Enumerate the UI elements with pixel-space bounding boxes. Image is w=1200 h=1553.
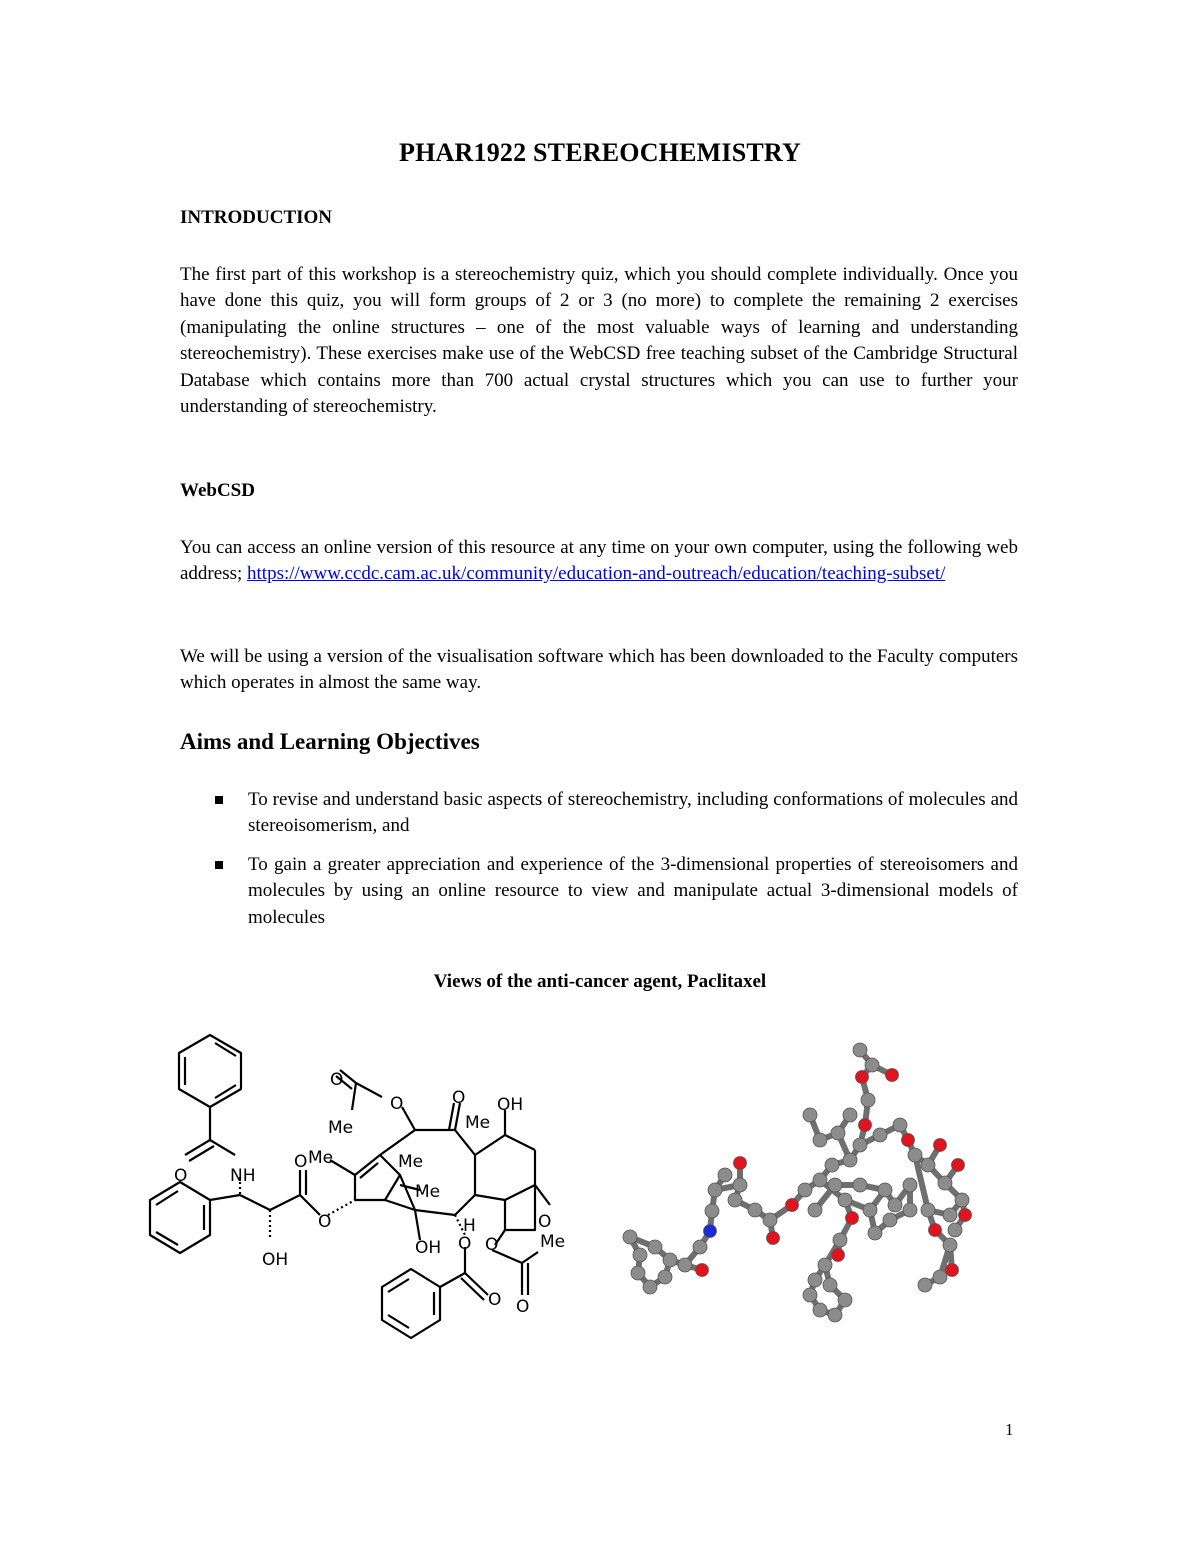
oxygen-atom <box>832 1249 845 1262</box>
structure-label: H <box>463 1216 476 1236</box>
carbon-atom <box>813 1133 827 1147</box>
carbon-atom <box>831 1126 845 1140</box>
structure-label: O <box>488 1290 502 1310</box>
carbon-atom <box>868 1226 882 1240</box>
carbon-atom <box>798 1183 812 1197</box>
carbon-atom <box>853 1043 867 1057</box>
carbon-atom <box>943 1208 957 1222</box>
introduction-heading: INTRODUCTION <box>180 207 333 228</box>
list-item <box>180 852 1018 931</box>
carbon-atom <box>948 1223 962 1237</box>
carbon-atom <box>843 1153 857 1167</box>
list-item <box>180 787 1018 840</box>
structure-label: Me <box>398 1152 424 1172</box>
carbon-atom <box>658 1270 672 1284</box>
software-paragraph: We will be using a version of the visualisation software which has been downloaded to the Faculty computers which operates in almost the same way. <box>180 646 1018 694</box>
structure-label: O <box>318 1212 332 1232</box>
oxygen-atom <box>946 1264 959 1277</box>
carbon-atom <box>883 1213 897 1227</box>
webcsd-text: You can access an online version of this resource at any time on your own computer, using the following web address; <box>180 537 1018 585</box>
structure-label: O <box>330 1070 344 1090</box>
carbon-atom <box>908 1148 922 1162</box>
structure-label: O <box>174 1166 188 1186</box>
objectives-list <box>180 787 1018 943</box>
structure-label: O <box>390 1094 404 1114</box>
webcsd-heading: WebCSD <box>180 480 255 501</box>
carbon-atom <box>643 1280 657 1294</box>
carbon-atom <box>818 1258 832 1272</box>
structure-label: Me <box>308 1148 334 1168</box>
oxygen-atom <box>886 1069 899 1082</box>
oxygen-atom <box>786 1199 799 1212</box>
carbon-atom <box>873 1128 887 1142</box>
structure-label: O <box>516 1297 530 1317</box>
carbon-atom <box>708 1183 722 1197</box>
oxygen-atom <box>767 1232 780 1245</box>
carbon-atom <box>853 1178 867 1192</box>
structure-label: O <box>452 1088 466 1108</box>
carbon-atom <box>833 1233 847 1247</box>
bullet-icon <box>215 796 223 804</box>
carbon-atom <box>828 1178 842 1192</box>
carbon-atom <box>843 1108 857 1122</box>
structure-label: NH <box>230 1166 256 1186</box>
carbon-atom <box>728 1193 742 1207</box>
carbon-atom <box>748 1203 762 1217</box>
carbon-atom <box>955 1193 969 1207</box>
carbon-atom <box>888 1198 902 1212</box>
carbon-atom <box>825 1158 839 1172</box>
carbon-atom <box>693 1240 707 1254</box>
carbon-atom <box>648 1240 662 1254</box>
document-title: PHAR1922 STEREOCHEMISTRY <box>399 138 801 167</box>
carbon-atom <box>861 1093 875 1107</box>
carbon-atom <box>943 1238 957 1252</box>
webcsd-link[interactable]: https://www.ccdc.cam.ac.uk/community/education-and-outreach/education/teaching-subset/ <box>247 563 946 585</box>
objective-text: To gain a greater appreciation and experience of the 3-dimensional properties of stereoisomers and molecules by using an online resource to view and manipulate actual 3-dimensional models of molecules <box>248 853 1018 928</box>
objective-text: To revise and understand basic aspects of stereochemistry, including conformations of molecules and stereoisomerism, and <box>248 789 1018 837</box>
carbon-atom <box>903 1178 917 1192</box>
carbon-atom <box>808 1273 822 1287</box>
carbon-atom <box>838 1293 852 1307</box>
oxygen-atom <box>959 1209 972 1222</box>
structure-label: O <box>485 1235 499 1255</box>
carbon-atom <box>828 1308 842 1322</box>
carbon-atom <box>863 1203 877 1217</box>
carbon-atom <box>903 1203 917 1217</box>
carbon-atom <box>813 1173 827 1187</box>
aims-heading: Aims and Learning Objectives <box>180 729 480 754</box>
carbon-atom <box>633 1248 647 1262</box>
carbon-atom <box>853 1138 867 1152</box>
carbon-atom <box>813 1303 827 1317</box>
structure-label: Me <box>465 1113 491 1133</box>
page-number: 1 <box>1005 1420 1014 1439</box>
carbon-atom <box>733 1178 747 1192</box>
figure-caption: Views of the anti-cancer agent, Paclitaxel <box>433 971 767 992</box>
carbon-atom <box>803 1288 817 1302</box>
bullet-icon <box>215 861 223 869</box>
structure-label: Me <box>415 1182 441 1202</box>
oxygen-atom <box>902 1134 915 1147</box>
oxygen-atom <box>934 1139 947 1152</box>
carbon-atom <box>705 1204 719 1218</box>
carbon-atom <box>918 1278 932 1292</box>
structure-label: Me <box>540 1232 566 1252</box>
carbon-atom <box>718 1168 732 1182</box>
carbon-atom <box>678 1258 692 1272</box>
structure-label: OH <box>497 1095 524 1115</box>
carbon-atom <box>623 1230 637 1244</box>
carbon-atom <box>938 1176 952 1190</box>
structure-label: O <box>458 1234 472 1254</box>
oxygen-atom <box>952 1159 965 1172</box>
carbon-atom <box>823 1278 837 1292</box>
oxygen-atom <box>929 1224 942 1237</box>
carbon-atom <box>663 1253 677 1267</box>
nitrogen-atom <box>704 1225 717 1238</box>
introduction-paragraph: The first part of this workshop is a stereochemistry quiz, which you should complete individually. Once you have done this quiz, you will form groups of 2 or 3 (no more) to complete the remaining 2 exercises (manipulating the online structures – one of the most valuable ways of learning and understanding stereochemistry). These exercises make use of the WebCSD free teaching subset of the Cambridge Structural Database which contains more than 700 actual crystal structures which you can use to further your understanding of stereochemistry. <box>180 264 1018 418</box>
carbon-atom <box>878 1183 892 1197</box>
webcsd-paragraph <box>180 535 1018 588</box>
structure-label: OH <box>415 1238 442 1258</box>
oxygen-atom <box>846 1212 859 1225</box>
carbon-atom <box>933 1270 947 1284</box>
paclitaxel-skeletal-structure <box>130 1015 590 1360</box>
carbon-atom <box>865 1058 879 1072</box>
carbon-atom <box>808 1203 822 1217</box>
structure-label: O <box>294 1152 308 1172</box>
oxygen-atom <box>696 1264 709 1277</box>
carbon-atom <box>631 1266 645 1280</box>
oxygen-atom <box>856 1071 869 1084</box>
carbon-atom <box>763 1213 777 1227</box>
carbon-atom <box>921 1203 935 1217</box>
structure-label: Me <box>328 1118 354 1138</box>
oxygen-atom <box>859 1119 872 1132</box>
paclitaxel-3d-model <box>610 1015 1010 1335</box>
carbon-atom <box>803 1108 817 1122</box>
structure-label: O <box>538 1212 552 1232</box>
structure-labels <box>174 1070 565 1317</box>
carbon-atom <box>921 1158 935 1172</box>
structure-label: OH <box>262 1250 289 1270</box>
carbon-atom <box>893 1118 907 1132</box>
carbon-atom <box>838 1193 852 1207</box>
oxygen-atom <box>734 1157 747 1170</box>
